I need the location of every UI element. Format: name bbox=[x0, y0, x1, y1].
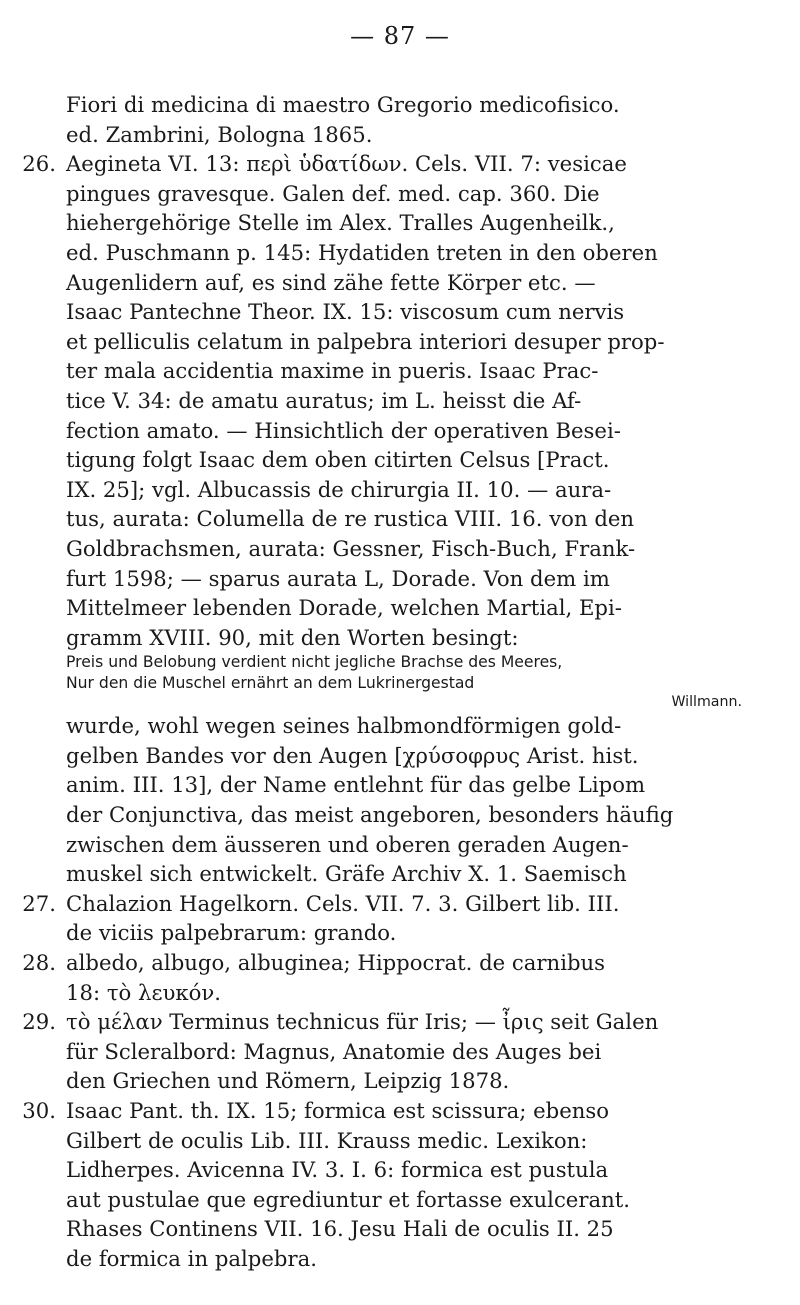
text-line: 18: τὸ λευκόν. bbox=[66, 979, 221, 1005]
text-line: ter mala accidentia maxime in pueris. Isaac Prac- bbox=[66, 358, 599, 384]
text-line: Isaac Pant. th. IX. 15; formica est scissura; ebenso bbox=[66, 1098, 610, 1123]
text-line: Gilbert de oculis Lib. III. Krauss medic. Lexikon: bbox=[66, 1127, 588, 1153]
text-line: de formica in palpebra. bbox=[66, 1245, 317, 1271]
verse-credit: Willmann. bbox=[671, 694, 742, 711]
text-line: IX. 25]; vgl. Albucassis de chirurgia II. 10. — aura- bbox=[66, 476, 612, 502]
text-line: für Scleralbord: Magnus, Anatomie des Auges bei bbox=[66, 1038, 602, 1064]
text-line: gelben Bandes vor den Augen [χρύσοφρυς Arist. hist. bbox=[66, 742, 639, 768]
text-line: τὸ μέλαν Terminus technicus für Iris; — ἶρις seit Galen bbox=[66, 1009, 659, 1035]
note-number: 29. bbox=[22, 1009, 56, 1035]
text-line: zwischen dem äusseren und oberen geraden Augen- bbox=[66, 831, 629, 857]
text-line: wurde, wohl wegen seines halbmondförmigen gold- bbox=[66, 713, 622, 739]
text-line: der Conjunctiva, das meist angeboren, besonders häufig bbox=[66, 802, 674, 828]
text-line: Augenlidern auf, es sind zähe fette Körper etc. — bbox=[66, 269, 596, 295]
note-29 bbox=[22, 1007, 742, 1096]
text-line: de viciis palpebrarum: grando. bbox=[66, 920, 397, 946]
text-line: Chalazion Hagelkorn. Cels. VII. 7. 3. Gilbert lib. III. bbox=[66, 890, 620, 916]
note-number: 30. bbox=[22, 1098, 56, 1123]
text-line: ed. Zambrini, Bologna 1865. bbox=[66, 121, 373, 147]
text-line: hiehergehörige Stelle im Alex. Tralles Augenheilk., bbox=[66, 210, 615, 236]
text-line: Rhases Continens VII. 16. Jesu Hali de oculis II. 25 bbox=[66, 1216, 614, 1242]
note-number: 28. bbox=[22, 950, 56, 976]
text-line: Lidherpes. Avicenna IV. 3. I. 6: formica est pustula bbox=[66, 1157, 609, 1183]
text-line: albedo, albugo, albuginea; Hippocrat. de carnibus bbox=[66, 950, 606, 976]
page-number: — 87 — bbox=[350, 22, 450, 50]
text-line: Mittelmeer lebenden Dorade, welchen Martial, Epi- bbox=[66, 595, 622, 621]
text-line: anim. III. 13], der Name entlehnt für das gelbe Lipom bbox=[66, 772, 646, 798]
quoted-verse: Nur den die Muschel ernährt an dem Lukrinergestad bbox=[66, 673, 475, 692]
text-line: aut pustulae que egrediuntur et fortasse exulcerant. bbox=[66, 1186, 631, 1212]
quoted-verse: Preis und Belobung verdient nicht jegliche Brachse des Meeres, bbox=[66, 653, 563, 672]
text-line: Aegineta VI. 13: περὶ ὑδατίδων. Cels. VII. 7: vesicae bbox=[66, 151, 627, 177]
note-number: 26. bbox=[22, 151, 56, 177]
text-line: Goldbrachsmen, aurata: Gessner, Fisch-Buch, Frank- bbox=[66, 535, 636, 561]
text-line: furt 1598; — sparus aurata L, Dorade. Von dem im bbox=[66, 565, 610, 591]
note-28 bbox=[22, 948, 742, 1007]
text-line: Fiori di medicina di maestro Gregorio medicofisico. bbox=[66, 92, 620, 117]
text-line: et pelliculis celatum in palpebra interiori desuper prop- bbox=[66, 328, 665, 354]
text-line: muskel sich entwickelt. Gräfe Archiv X. 1. Saemisch bbox=[66, 861, 627, 887]
text-line: gramm XVIII. 90, mit den Worten besingt: bbox=[66, 624, 519, 650]
text-line: tice V. 34: de amatu auratus; im L. heisst die Af- bbox=[66, 387, 582, 413]
text-line: fection amato. — Hinsichtlich der operativen Besei- bbox=[66, 417, 621, 443]
text-line: pingues gravesque. Galen def. med. cap. 360. Die bbox=[66, 180, 600, 206]
text-line: Isaac Pantechne Theor. IX. 15: viscosum cum nervis bbox=[66, 299, 625, 325]
text-line: tigung folgt Isaac dem oben citirten Celsus [Pract. bbox=[66, 447, 610, 473]
note-26 bbox=[22, 149, 742, 889]
note-number: 27. bbox=[22, 890, 56, 916]
text-line: den Griechen und Römern, Leipzig 1878. bbox=[66, 1068, 510, 1094]
text-line: ed. Puschmann p. 145: Hydatiden treten in den oberen bbox=[66, 239, 658, 265]
page-body bbox=[22, 90, 742, 1274]
note-intro bbox=[66, 90, 742, 149]
text-line: tus, aurata: Columella de re rustica VIII. 16. von den bbox=[66, 506, 635, 532]
note-30 bbox=[22, 1096, 742, 1274]
note-27 bbox=[22, 889, 742, 948]
